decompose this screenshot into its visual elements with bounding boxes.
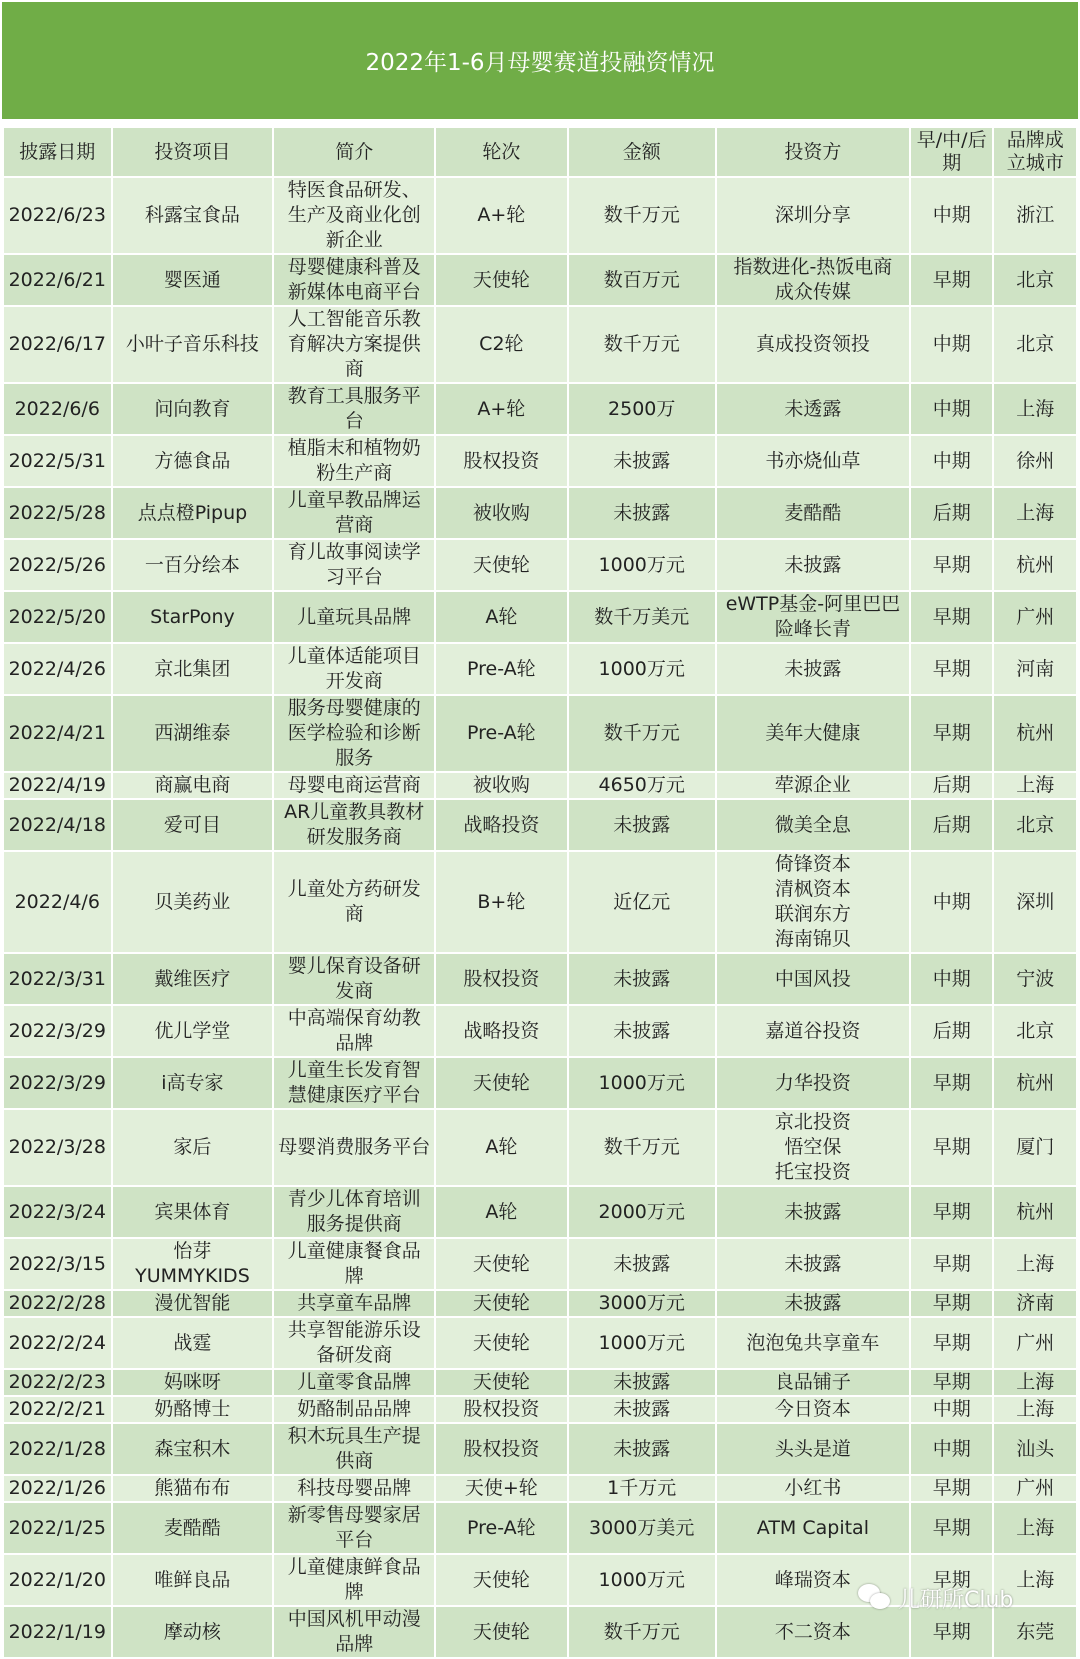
cell-project: 优儿学堂 bbox=[112, 1005, 274, 1057]
col-header-stage: 早/中/后 期 bbox=[910, 127, 993, 177]
cell-project: 唯鲜良品 bbox=[112, 1554, 274, 1606]
table-row bbox=[3, 1238, 1077, 1290]
col-header-investor: 投资方 bbox=[716, 127, 910, 177]
cell-date: 2022/3/15 bbox=[3, 1238, 112, 1290]
cell-date: 2022/5/20 bbox=[3, 591, 112, 643]
cell-investor: 指数进化-热饭电商 成众传媒 bbox=[716, 254, 910, 306]
cell-investor: 美年大健康 bbox=[716, 695, 910, 772]
cell-intro: 育儿故事阅读学 习平台 bbox=[273, 539, 435, 591]
cell-investor: 泡泡兔共享童车 bbox=[716, 1317, 910, 1369]
cell-intro: 儿童健康鲜食品 牌 bbox=[273, 1554, 435, 1606]
cell-round: 被收购 bbox=[435, 487, 568, 539]
cell-project: 森宝积木 bbox=[112, 1423, 274, 1475]
table-row bbox=[3, 1396, 1077, 1423]
cell-round: 天使+轮 bbox=[435, 1475, 568, 1502]
cell-stage: 早期 bbox=[910, 1057, 993, 1109]
cell-stage: 早期 bbox=[910, 1606, 993, 1658]
cell-stage: 中期 bbox=[910, 953, 993, 1005]
cell-investor: eWTP基金-阿里巴巴 险峰长青 bbox=[716, 591, 910, 643]
cell-round: 天使轮 bbox=[435, 1057, 568, 1109]
cell-investor: 京北投资 悟空保 托宝投资 bbox=[716, 1109, 910, 1186]
cell-round: 股权投资 bbox=[435, 1396, 568, 1423]
cell-intro: 母婴电商运营商 bbox=[273, 772, 435, 799]
cell-round: C2轮 bbox=[435, 306, 568, 383]
cell-city: 上海 bbox=[993, 772, 1077, 799]
cell-stage: 早期 bbox=[910, 1475, 993, 1502]
cell-investor: 良品铺子 bbox=[716, 1369, 910, 1396]
cell-project: 熊猫布布 bbox=[112, 1475, 274, 1502]
cell-round: 天使轮 bbox=[435, 1317, 568, 1369]
cell-city: 广州 bbox=[993, 1475, 1077, 1502]
cell-city: 北京 bbox=[993, 1005, 1077, 1057]
table-row bbox=[3, 539, 1077, 591]
cell-round: 股权投资 bbox=[435, 1423, 568, 1475]
table-row bbox=[3, 1475, 1077, 1502]
cell-stage: 中期 bbox=[910, 1423, 993, 1475]
cell-investor: 未披露 bbox=[716, 539, 910, 591]
table-row bbox=[3, 177, 1077, 254]
cell-project: 战霆 bbox=[112, 1317, 274, 1369]
cell-project: 漫优智能 bbox=[112, 1290, 274, 1317]
col-header-intro: 简介 bbox=[273, 127, 435, 177]
watermark bbox=[858, 1578, 1068, 1618]
table-row bbox=[3, 1369, 1077, 1396]
cell-stage: 中期 bbox=[910, 383, 993, 435]
table-row bbox=[3, 851, 1077, 953]
cell-investor: 书亦烧仙草 bbox=[716, 435, 910, 487]
cell-amount: 数千万元 bbox=[568, 306, 716, 383]
cell-amount: 2500万 bbox=[568, 383, 716, 435]
cell-stage: 早期 bbox=[910, 1554, 993, 1606]
cell-amount: 未披露 bbox=[568, 435, 716, 487]
cell-city: 北京 bbox=[993, 306, 1077, 383]
cell-project: 京北集团 bbox=[112, 643, 274, 695]
cell-intro: AR儿童教具教材 研发服务商 bbox=[273, 799, 435, 851]
table-row bbox=[3, 254, 1077, 306]
cell-project: 问向教育 bbox=[112, 383, 274, 435]
cell-project: 戴维医疗 bbox=[112, 953, 274, 1005]
cell-date: 2022/4/26 bbox=[3, 643, 112, 695]
cell-intro: 婴儿保育设备研 发商 bbox=[273, 953, 435, 1005]
cell-date: 2022/3/29 bbox=[3, 1057, 112, 1109]
cell-intro: 植脂末和植物奶 粉生产商 bbox=[273, 435, 435, 487]
cell-stage: 早期 bbox=[910, 254, 993, 306]
cell-date: 2022/3/28 bbox=[3, 1109, 112, 1186]
cell-project: 方德食品 bbox=[112, 435, 274, 487]
cell-date: 2022/1/26 bbox=[3, 1475, 112, 1502]
cell-investor: 未披露 bbox=[716, 1238, 910, 1290]
cell-round: 股权投资 bbox=[435, 953, 568, 1005]
table-row bbox=[3, 1290, 1077, 1317]
cell-amount: 未披露 bbox=[568, 487, 716, 539]
cell-intro: 儿童零食品牌 bbox=[273, 1369, 435, 1396]
cell-amount: 1000万元 bbox=[568, 1554, 716, 1606]
cell-amount: 1千万元 bbox=[568, 1475, 716, 1502]
cell-amount: 3000万美元 bbox=[568, 1502, 716, 1554]
cell-intro: 儿童生长发育智 慧健康医疗平台 bbox=[273, 1057, 435, 1109]
table-row bbox=[3, 1109, 1077, 1186]
cell-amount: 未披露 bbox=[568, 1423, 716, 1475]
cell-amount: 1000万元 bbox=[568, 539, 716, 591]
cell-intro: 教育工具服务平 台 bbox=[273, 383, 435, 435]
cell-stage: 早期 bbox=[910, 591, 993, 643]
cell-amount: 未披露 bbox=[568, 1369, 716, 1396]
table-row bbox=[3, 591, 1077, 643]
cell-date: 2022/4/19 bbox=[3, 772, 112, 799]
cell-project: 家后 bbox=[112, 1109, 274, 1186]
cell-project: 婴医通 bbox=[112, 254, 274, 306]
cell-city: 济南 bbox=[993, 1290, 1077, 1317]
cell-intro: 特医食品研发、 生产及商业化创 新企业 bbox=[273, 177, 435, 254]
cell-intro: 共享智能游乐设 备研发商 bbox=[273, 1317, 435, 1369]
cell-intro: 儿童体适能项目 开发商 bbox=[273, 643, 435, 695]
cell-date: 2022/2/24 bbox=[3, 1317, 112, 1369]
cell-amount: 1000万元 bbox=[568, 1317, 716, 1369]
table-title: 2022年1-6月母婴赛道投融资情况 bbox=[2, 2, 1078, 119]
cell-project: 妈咪呀 bbox=[112, 1369, 274, 1396]
cell-stage: 早期 bbox=[910, 695, 993, 772]
cell-round: A轮 bbox=[435, 591, 568, 643]
cell-project: 摩动核 bbox=[112, 1606, 274, 1658]
cell-intro: 服务母婴健康的 医学检验和诊断 服务 bbox=[273, 695, 435, 772]
cell-round: 天使轮 bbox=[435, 1369, 568, 1396]
cell-date: 2022/5/26 bbox=[3, 539, 112, 591]
cell-project: 一百分绘本 bbox=[112, 539, 274, 591]
cell-intro: 新零售母婴家居 平台 bbox=[273, 1502, 435, 1554]
cell-project: i高专家 bbox=[112, 1057, 274, 1109]
cell-stage: 后期 bbox=[910, 1005, 993, 1057]
investment-table bbox=[2, 126, 1078, 1659]
cell-round: 天使轮 bbox=[435, 1606, 568, 1658]
cell-stage: 早期 bbox=[910, 539, 993, 591]
cell-project: 小叶子音乐科技 bbox=[112, 306, 274, 383]
cell-stage: 早期 bbox=[910, 1109, 993, 1186]
cell-intro: 积木玩具生产提 供商 bbox=[273, 1423, 435, 1475]
cell-project: StarPony bbox=[112, 591, 274, 643]
cell-investor: 未披露 bbox=[716, 1186, 910, 1238]
cell-date: 2022/6/23 bbox=[3, 177, 112, 254]
cell-amount: 数千万美元 bbox=[568, 591, 716, 643]
cell-investor: 中国风投 bbox=[716, 953, 910, 1005]
cell-project: 科露宝食品 bbox=[112, 177, 274, 254]
table-row bbox=[3, 1317, 1077, 1369]
cell-stage: 早期 bbox=[910, 643, 993, 695]
cell-project: 贝美药业 bbox=[112, 851, 274, 953]
cell-stage: 中期 bbox=[910, 851, 993, 953]
cell-stage: 早期 bbox=[910, 1238, 993, 1290]
table-row bbox=[3, 799, 1077, 851]
cell-city: 上海 bbox=[993, 1238, 1077, 1290]
table-row bbox=[3, 1502, 1077, 1554]
table-row bbox=[3, 1005, 1077, 1057]
cell-date: 2022/3/24 bbox=[3, 1186, 112, 1238]
cell-round: Pre-A轮 bbox=[435, 695, 568, 772]
cell-round: 天使轮 bbox=[435, 539, 568, 591]
cell-stage: 中期 bbox=[910, 1396, 993, 1423]
cell-city: 上海 bbox=[993, 1396, 1077, 1423]
cell-date: 2022/1/28 bbox=[3, 1423, 112, 1475]
header-row bbox=[3, 127, 1077, 177]
cell-intro: 母婴消费服务平台 bbox=[273, 1109, 435, 1186]
cell-project: 怡芽 YUMMYKIDS bbox=[112, 1238, 274, 1290]
cell-city: 宁波 bbox=[993, 953, 1077, 1005]
cell-city: 广州 bbox=[993, 1317, 1077, 1369]
cell-stage: 后期 bbox=[910, 799, 993, 851]
cell-date: 2022/2/28 bbox=[3, 1290, 112, 1317]
cell-investor: 小红书 bbox=[716, 1475, 910, 1502]
watermark-text: 儿研所Club bbox=[898, 1587, 1014, 1613]
cell-date: 2022/6/17 bbox=[3, 306, 112, 383]
cell-intro: 奶酪制品品牌 bbox=[273, 1396, 435, 1423]
cell-stage: 早期 bbox=[910, 1369, 993, 1396]
cell-investor: 真成投资领投 bbox=[716, 306, 910, 383]
cell-city: 河南 bbox=[993, 643, 1077, 695]
cell-date: 2022/4/6 bbox=[3, 851, 112, 953]
cell-city: 杭州 bbox=[993, 695, 1077, 772]
cell-amount: 未披露 bbox=[568, 1005, 716, 1057]
cell-amount: 数千万元 bbox=[568, 1606, 716, 1658]
cell-stage: 早期 bbox=[910, 1317, 993, 1369]
cell-stage: 中期 bbox=[910, 435, 993, 487]
cell-project: 奶酪博士 bbox=[112, 1396, 274, 1423]
cell-date: 2022/6/21 bbox=[3, 254, 112, 306]
cell-city: 上海 bbox=[993, 1369, 1077, 1396]
cell-investor: 倚锋资本 清枫资本 联润东方 海南锦贝 bbox=[716, 851, 910, 953]
cell-city: 杭州 bbox=[993, 539, 1077, 591]
cell-amount: 1000万元 bbox=[568, 643, 716, 695]
cell-round: A轮 bbox=[435, 1186, 568, 1238]
cell-investor: 力华投资 bbox=[716, 1057, 910, 1109]
cell-amount: 数千万元 bbox=[568, 1109, 716, 1186]
cell-amount: 4650万元 bbox=[568, 772, 716, 799]
cell-round: 股权投资 bbox=[435, 435, 568, 487]
cell-city: 东莞 bbox=[993, 1606, 1077, 1658]
cell-city: 北京 bbox=[993, 799, 1077, 851]
col-header-project: 投资项目 bbox=[112, 127, 274, 177]
cell-amount: 1000万元 bbox=[568, 1057, 716, 1109]
cell-city: 北京 bbox=[993, 254, 1077, 306]
cell-investor: 麦酷酷 bbox=[716, 487, 910, 539]
cell-stage: 早期 bbox=[910, 1290, 993, 1317]
cell-date: 2022/4/21 bbox=[3, 695, 112, 772]
cell-amount: 数千万元 bbox=[568, 695, 716, 772]
cell-intro: 中高端保育幼教 品牌 bbox=[273, 1005, 435, 1057]
cell-city: 浙江 bbox=[993, 177, 1077, 254]
table-row bbox=[3, 1423, 1077, 1475]
wechat-icon bbox=[858, 1584, 892, 1612]
cell-city: 徐州 bbox=[993, 435, 1077, 487]
cell-round: Pre-A轮 bbox=[435, 643, 568, 695]
table-row bbox=[3, 1186, 1077, 1238]
cell-date: 2022/3/31 bbox=[3, 953, 112, 1005]
cell-date: 2022/1/20 bbox=[3, 1554, 112, 1606]
cell-intro: 中国风机甲动漫 品牌 bbox=[273, 1606, 435, 1658]
cell-date: 2022/5/28 bbox=[3, 487, 112, 539]
table-row bbox=[3, 953, 1077, 1005]
cell-intro: 人工智能音乐教 育解决方案提供 商 bbox=[273, 306, 435, 383]
cell-date: 2022/1/25 bbox=[3, 1502, 112, 1554]
cell-intro: 科技母婴品牌 bbox=[273, 1475, 435, 1502]
cell-project: 西湖维泰 bbox=[112, 695, 274, 772]
cell-city: 上海 bbox=[993, 383, 1077, 435]
cell-investor: 不二资本 bbox=[716, 1606, 910, 1658]
cell-amount: 2000万元 bbox=[568, 1186, 716, 1238]
cell-round: 天使轮 bbox=[435, 1554, 568, 1606]
cell-amount: 近亿元 bbox=[568, 851, 716, 953]
cell-round: Pre-A轮 bbox=[435, 1502, 568, 1554]
cell-date: 2022/5/31 bbox=[3, 435, 112, 487]
cell-city: 上海 bbox=[993, 1502, 1077, 1554]
table-row bbox=[3, 383, 1077, 435]
cell-amount: 未披露 bbox=[568, 1396, 716, 1423]
cell-city: 广州 bbox=[993, 591, 1077, 643]
cell-date: 2022/1/19 bbox=[3, 1606, 112, 1658]
cell-amount: 数千万元 bbox=[568, 177, 716, 254]
cell-city: 厦门 bbox=[993, 1109, 1077, 1186]
cell-amount: 未披露 bbox=[568, 799, 716, 851]
cell-intro: 儿童玩具品牌 bbox=[273, 591, 435, 643]
cell-investor: 深圳分享 bbox=[716, 177, 910, 254]
cell-stage: 中期 bbox=[910, 306, 993, 383]
cell-stage: 后期 bbox=[910, 487, 993, 539]
table-row bbox=[3, 435, 1077, 487]
table-row bbox=[3, 306, 1077, 383]
cell-project: 点点橙Pipup bbox=[112, 487, 274, 539]
cell-date: 2022/3/29 bbox=[3, 1005, 112, 1057]
cell-amount: 数百万元 bbox=[568, 254, 716, 306]
cell-round: 天使轮 bbox=[435, 1238, 568, 1290]
cell-project: 商赢电商 bbox=[112, 772, 274, 799]
cell-date: 2022/2/21 bbox=[3, 1396, 112, 1423]
cell-city: 深圳 bbox=[993, 851, 1077, 953]
cell-investor: 今日资本 bbox=[716, 1396, 910, 1423]
col-header-date: 披露日期 bbox=[3, 127, 112, 177]
cell-stage: 后期 bbox=[910, 772, 993, 799]
cell-intro: 儿童处方药研发 商 bbox=[273, 851, 435, 953]
cell-investor: 未披露 bbox=[716, 643, 910, 695]
cell-amount: 未披露 bbox=[568, 953, 716, 1005]
cell-investor: 头头是道 bbox=[716, 1423, 910, 1475]
cell-investor: ATM Capital bbox=[716, 1502, 910, 1554]
table-row bbox=[3, 772, 1077, 799]
col-header-round: 轮次 bbox=[435, 127, 568, 177]
cell-project: 爱可目 bbox=[112, 799, 274, 851]
cell-stage: 早期 bbox=[910, 1502, 993, 1554]
cell-investor: 荦源企业 bbox=[716, 772, 910, 799]
cell-intro: 共享童车品牌 bbox=[273, 1290, 435, 1317]
cell-investor: 未透露 bbox=[716, 383, 910, 435]
cell-date: 2022/4/18 bbox=[3, 799, 112, 851]
cell-round: B+轮 bbox=[435, 851, 568, 953]
cell-date: 2022/6/6 bbox=[3, 383, 112, 435]
cell-investor: 峰瑞资本 bbox=[716, 1554, 910, 1606]
cell-round: 战略投资 bbox=[435, 1005, 568, 1057]
cell-round: A+轮 bbox=[435, 383, 568, 435]
cell-investor: 嘉道谷投资 bbox=[716, 1005, 910, 1057]
cell-city: 上海 bbox=[993, 487, 1077, 539]
col-header-city: 品牌成 立城市 bbox=[993, 127, 1077, 177]
col-header-amount: 金额 bbox=[568, 127, 716, 177]
table-row bbox=[3, 695, 1077, 772]
cell-intro: 母婴健康科普及 新媒体电商平台 bbox=[273, 254, 435, 306]
cell-amount: 3000万元 bbox=[568, 1290, 716, 1317]
cell-city: 汕头 bbox=[993, 1423, 1077, 1475]
cell-stage: 中期 bbox=[910, 177, 993, 254]
table-row bbox=[3, 1057, 1077, 1109]
cell-round: 被收购 bbox=[435, 772, 568, 799]
cell-round: 天使轮 bbox=[435, 1290, 568, 1317]
cell-investor: 微美全息 bbox=[716, 799, 910, 851]
cell-intro: 青少儿体育培训 服务提供商 bbox=[273, 1186, 435, 1238]
cell-round: A+轮 bbox=[435, 177, 568, 254]
cell-round: 战略投资 bbox=[435, 799, 568, 851]
table-row bbox=[3, 487, 1077, 539]
cell-intro: 儿童健康餐食品 牌 bbox=[273, 1238, 435, 1290]
cell-amount: 未披露 bbox=[568, 1238, 716, 1290]
table-row bbox=[3, 643, 1077, 695]
cell-project: 宾果体育 bbox=[112, 1186, 274, 1238]
cell-project: 麦酷酷 bbox=[112, 1502, 274, 1554]
cell-date: 2022/2/23 bbox=[3, 1369, 112, 1396]
cell-city: 上海 bbox=[993, 1554, 1077, 1606]
cell-round: A轮 bbox=[435, 1109, 568, 1186]
cell-investor: 未披露 bbox=[716, 1290, 910, 1317]
cell-city: 杭州 bbox=[993, 1057, 1077, 1109]
cell-round: 天使轮 bbox=[435, 254, 568, 306]
cell-intro: 儿童早教品牌运 营商 bbox=[273, 487, 435, 539]
cell-stage: 早期 bbox=[910, 1186, 993, 1238]
cell-city: 杭州 bbox=[993, 1186, 1077, 1238]
